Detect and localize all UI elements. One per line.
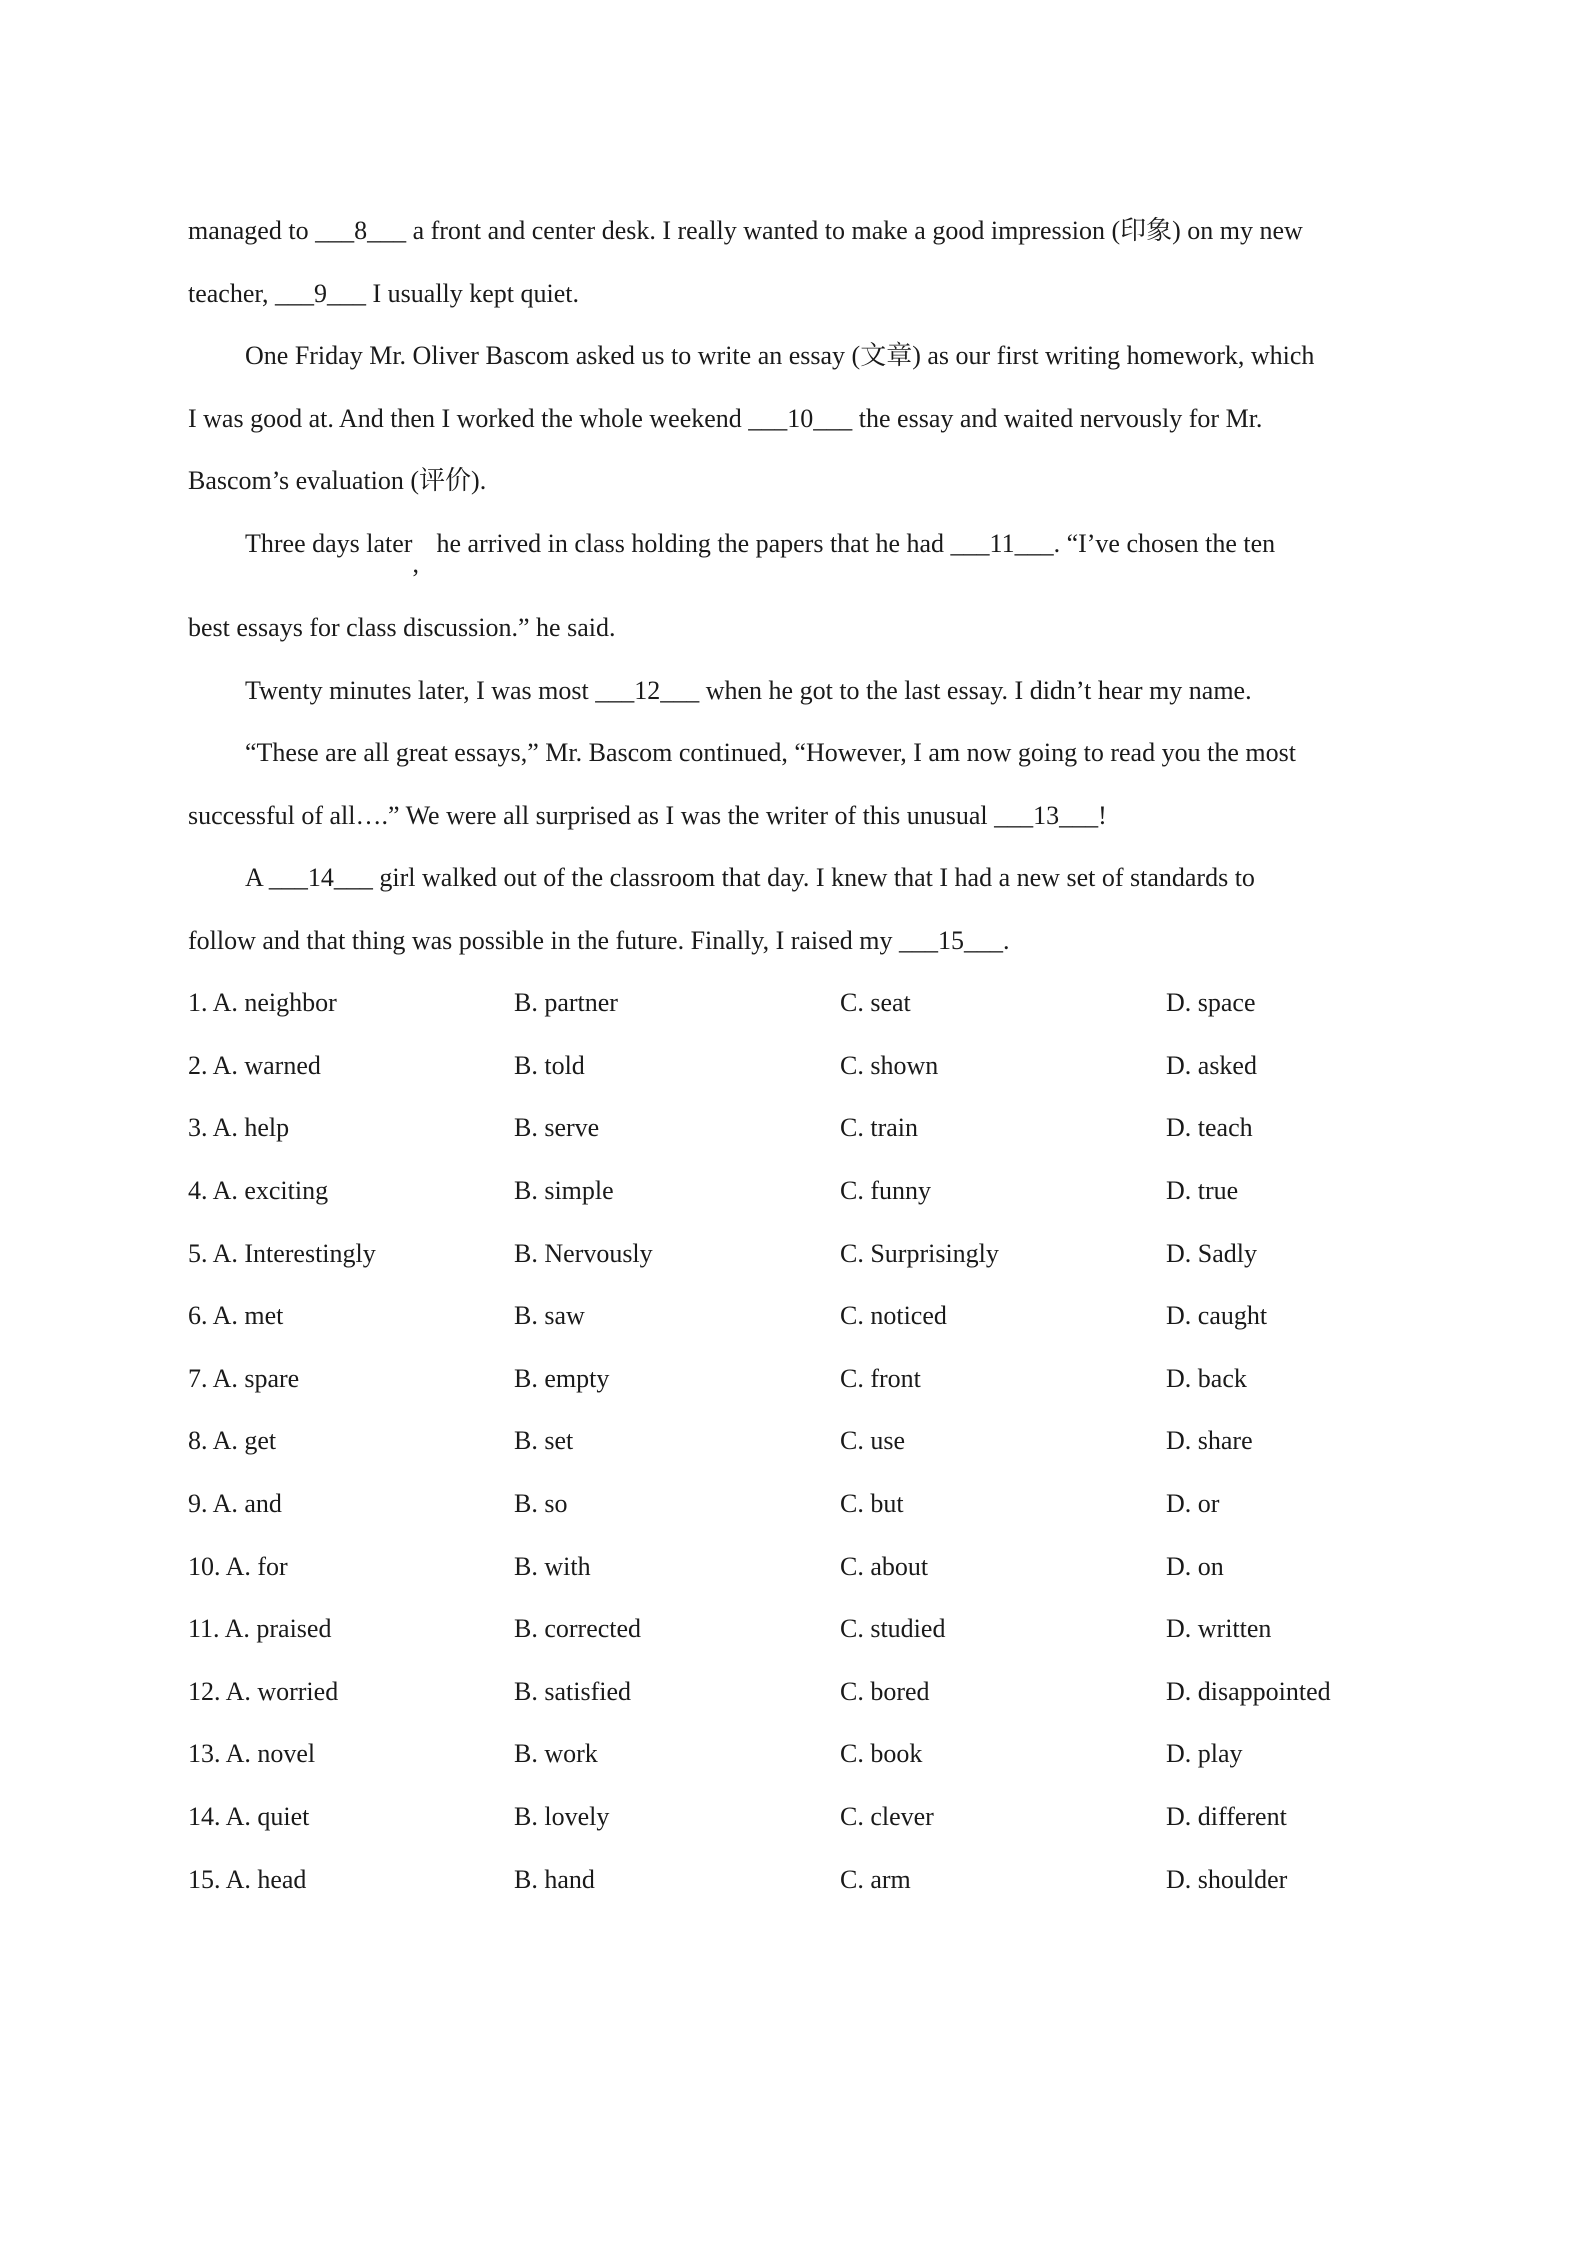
option-c: C. book [840, 1739, 923, 1769]
paragraph-text: Three days later [245, 528, 413, 558]
option-a: 6. A. met [188, 1301, 284, 1331]
option-c: C. front [840, 1363, 921, 1393]
option-c: C. use [840, 1426, 905, 1456]
option-b: B. serve [514, 1113, 600, 1143]
option-c: C. studied [840, 1614, 946, 1644]
question-row [188, 1473, 1408, 1536]
option-c: C. bored [840, 1676, 930, 1706]
paragraph-line: I was good at. And then I worked the whole weekend ___10___ the essay and waited nervously for Mr. [188, 403, 1263, 433]
question-row [188, 1598, 1408, 1661]
stray-comma: , [412, 548, 419, 578]
option-c: C. noticed [840, 1301, 947, 1331]
option-a: 15. A. head [188, 1864, 307, 1894]
option-c: C. but [840, 1489, 904, 1519]
option-d: D. teach [1166, 1113, 1253, 1143]
option-d: D. caught [1166, 1301, 1268, 1331]
paragraph-line: Bascom’s evaluation (评价). [188, 466, 487, 495]
option-d: D. shoulder [1166, 1864, 1288, 1894]
option-a: 1. A. neighbor [188, 988, 337, 1018]
paragraph-line: best essays for class discussion.” he said. [188, 613, 616, 642]
option-b: B. satisfied [514, 1676, 631, 1706]
option-d: D. written [1166, 1614, 1272, 1644]
option-b: B. corrected [514, 1614, 642, 1644]
option-d: D. share [1166, 1426, 1253, 1456]
option-a: 9. A. and [188, 1489, 282, 1519]
question-row [188, 1848, 1408, 1911]
question-row [188, 1160, 1408, 1223]
option-c: C. shown [840, 1050, 939, 1080]
option-c: C. Surprisingly [840, 1238, 999, 1268]
option-d: D. true [1166, 1176, 1239, 1206]
option-b: B. empty [514, 1363, 610, 1393]
option-d: D. or [1166, 1489, 1220, 1519]
paragraph-line: managed to ___8___ a front and center desk. I really wanted to make a good impression (印象) on my new [188, 216, 1303, 245]
option-a: 11. A. praised [188, 1614, 332, 1644]
option-c: C. clever [840, 1802, 934, 1832]
option-b: B. simple [514, 1176, 614, 1206]
option-d: D. on [1166, 1551, 1224, 1581]
option-a: 12. A. worried [188, 1676, 339, 1706]
question-row [188, 1723, 1408, 1786]
option-a: 4. A. exciting [188, 1176, 329, 1206]
paragraph-line: follow and that thing was possible in the future. Finally, I raised my ___15___. [188, 925, 1010, 955]
question-row [188, 1222, 1408, 1285]
option-d: D. different [1166, 1802, 1287, 1832]
question-row [188, 1348, 1408, 1411]
option-d: D. space [1166, 988, 1256, 1018]
paragraph-line: Twenty minutes later, I was most ___12___ when he got to the last essay. I didn’t hear my name. [245, 675, 1252, 705]
option-b: B. saw [514, 1301, 585, 1331]
option-b: B. so [514, 1489, 568, 1519]
option-a: 13. A. novel [188, 1739, 316, 1769]
question-row [188, 972, 1408, 1035]
option-d: D. asked [1166, 1050, 1257, 1080]
option-b: B. told [514, 1050, 585, 1080]
option-c: C. arm [840, 1864, 911, 1894]
paragraph-line: “These are all great essays,” Mr. Bascom continued, “However, I am now going to read you the most [245, 738, 1296, 767]
option-a: 3. A. help [188, 1113, 290, 1143]
paragraph-line: successful of all….” We were all surprised as I was the writer of this unusual ___13___! [188, 800, 1107, 830]
paragraph-line: teacher, ___9___ I usually kept quiet. [188, 278, 580, 308]
option-d: D. play [1166, 1739, 1243, 1769]
question-row [188, 1097, 1408, 1160]
option-c: C. train [840, 1113, 918, 1143]
option-b: B. work [514, 1739, 598, 1769]
option-b: B. set [514, 1426, 574, 1456]
option-d: D. back [1166, 1363, 1247, 1393]
option-b: B. partner [514, 988, 618, 1018]
question-row [188, 1035, 1408, 1098]
document-page [188, 200, 1408, 1911]
option-d: D. Sadly [1166, 1238, 1257, 1268]
option-a: 10. A. for [188, 1551, 288, 1581]
option-a: 2. A. warned [188, 1050, 321, 1080]
option-c: C. funny [840, 1176, 931, 1206]
option-a: 7. A. spare [188, 1363, 300, 1393]
paragraph-line [188, 513, 1408, 576]
option-b: B. lovely [514, 1802, 610, 1832]
paragraph-line: A ___14___ girl walked out of the classroom that day. I knew that I had a new set of standards to [245, 863, 1255, 892]
paragraph-line: One Friday Mr. Oliver Bascom asked us to write an essay (文章) as our first writing homework, which [245, 341, 1315, 370]
option-b: B. Nervously [514, 1238, 653, 1268]
option-a: 8. A. get [188, 1426, 277, 1456]
answer-options [188, 972, 1408, 1911]
question-row [188, 1786, 1408, 1849]
option-b: B. with [514, 1551, 591, 1581]
question-row [188, 1410, 1408, 1473]
option-a: 5. A. Interestingly [188, 1238, 376, 1268]
question-row [188, 1661, 1408, 1724]
paragraph-text: he arrived in class holding the papers that he had ___11___. “I’ve chosen the ten [436, 528, 1276, 558]
option-a: 14. A. quiet [188, 1802, 310, 1832]
option-b: B. hand [514, 1864, 595, 1894]
option-c: C. about [840, 1551, 929, 1581]
passage [188, 200, 1408, 972]
question-row [188, 1285, 1408, 1348]
option-c: C. seat [840, 988, 911, 1018]
option-d: D. disappointed [1166, 1676, 1331, 1706]
question-row [188, 1535, 1408, 1598]
